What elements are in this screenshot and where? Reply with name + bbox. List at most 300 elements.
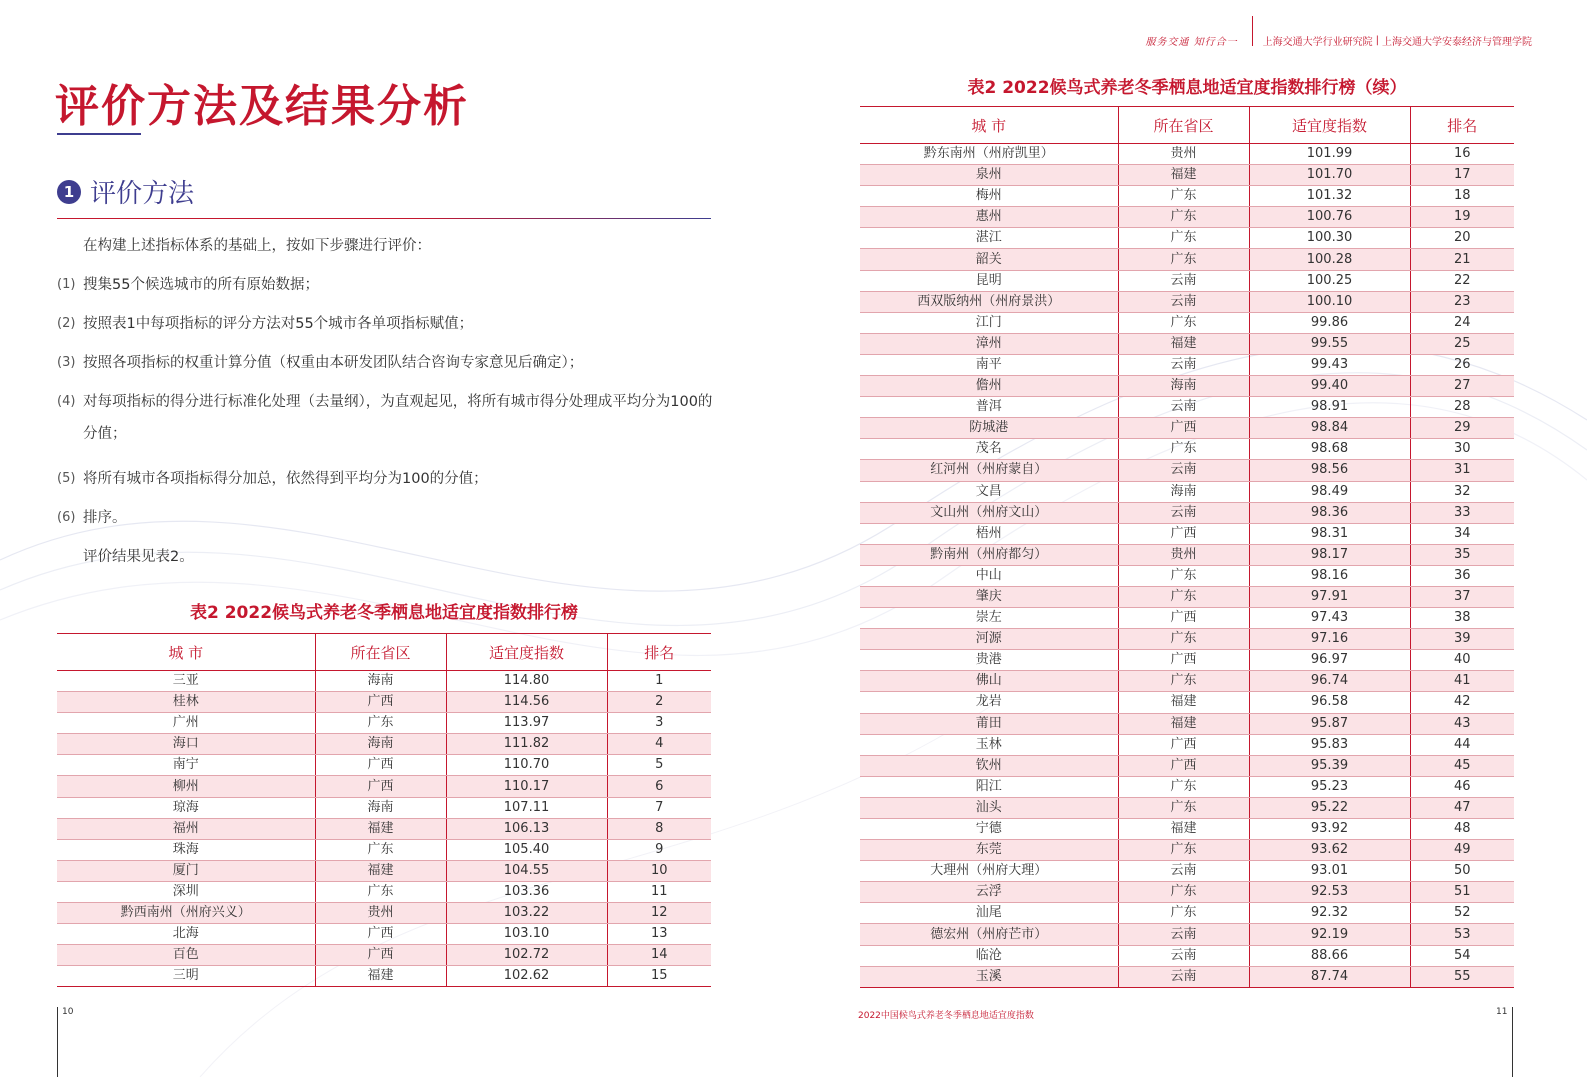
cell-rank: 29 [1410, 418, 1514, 439]
step-text: 按照表1中每项指标的评分方法对55个城市各单项指标赋值； [83, 316, 474, 332]
right-page [790, 0, 1587, 1077]
cell-city: 三亚 [57, 671, 315, 692]
cell-rank: 20 [1410, 228, 1514, 249]
cell-index: 99.86 [1249, 312, 1410, 333]
cell-province: 广东 [1118, 586, 1249, 607]
table-row [860, 629, 1514, 650]
cell-province: 云南 [1118, 397, 1249, 418]
cell-city: 柳州 [57, 776, 315, 797]
cell-city: 梅州 [860, 186, 1118, 207]
cell-index: 93.01 [1249, 861, 1410, 882]
table-row [860, 650, 1514, 671]
cell-city: 泉州 [860, 165, 1118, 186]
cell-province: 广东 [315, 839, 446, 860]
cell-rank: 41 [1410, 671, 1514, 692]
table-row [860, 376, 1514, 397]
cell-rank: 16 [1410, 144, 1514, 165]
cell-province: 福建 [315, 966, 446, 987]
cell-index: 104.55 [446, 860, 607, 881]
method-description [57, 236, 717, 567]
step-text: 按照各项指标的权重计算分值（权重由本研发团队结合咨询专家意见后确定）； [83, 355, 584, 371]
table-row [860, 882, 1514, 903]
header-province: 所在省区 [1118, 107, 1249, 144]
table-header-row [860, 107, 1514, 144]
step-item [57, 314, 717, 334]
cell-city: 漳州 [860, 333, 1118, 354]
cell-province: 海南 [315, 797, 446, 818]
table-row [57, 945, 711, 966]
table-row [57, 671, 711, 692]
table-row [860, 671, 1514, 692]
cell-province: 云南 [1118, 291, 1249, 312]
cell-city: 韶关 [860, 249, 1118, 270]
cell-rank: 4 [607, 734, 711, 755]
step-number: (1) [57, 277, 76, 292]
table-row [860, 397, 1514, 418]
cell-rank: 2 [607, 692, 711, 713]
cell-province: 贵州 [1118, 544, 1249, 565]
cell-province: 贵州 [315, 903, 446, 924]
table-row [57, 839, 711, 860]
cell-city: 惠州 [860, 207, 1118, 228]
cell-rank: 45 [1410, 755, 1514, 776]
cell-rank: 24 [1410, 312, 1514, 333]
cell-city: 黔东南州（州府凯里） [860, 144, 1118, 165]
table-row [860, 333, 1514, 354]
cell-province: 广西 [1118, 734, 1249, 755]
table-row [860, 692, 1514, 713]
cell-index: 96.97 [1249, 650, 1410, 671]
cell-index: 95.39 [1249, 755, 1410, 776]
cell-index: 98.68 [1249, 439, 1410, 460]
ranking-table-part1 [57, 633, 711, 987]
cell-city: 佛山 [860, 671, 1118, 692]
cell-province: 福建 [1118, 165, 1249, 186]
step-number: (4) [57, 394, 76, 409]
cell-rank: 44 [1410, 734, 1514, 755]
cell-city: 厦门 [57, 860, 315, 881]
cell-rank: 40 [1410, 650, 1514, 671]
cell-rank: 6 [607, 776, 711, 797]
cell-province: 云南 [1118, 460, 1249, 481]
cell-rank: 21 [1410, 249, 1514, 270]
cell-province: 广西 [315, 755, 446, 776]
footer-rule [57, 1007, 58, 1077]
cell-rank: 34 [1410, 523, 1514, 544]
header-rank: 排名 [607, 634, 711, 671]
cell-province: 广西 [1118, 608, 1249, 629]
cell-city: 茂名 [860, 439, 1118, 460]
step-item [57, 508, 717, 528]
table-row [860, 481, 1514, 502]
table-row [860, 291, 1514, 312]
cell-city: 江门 [860, 312, 1118, 333]
cell-province: 福建 [1118, 692, 1249, 713]
cell-index: 92.53 [1249, 882, 1410, 903]
cell-index: 97.91 [1249, 586, 1410, 607]
footer-report-title: 2022中国候鸟式养老冬季栖息地适宜度指数 [858, 1011, 1034, 1021]
table-row [860, 502, 1514, 523]
cell-city: 玉林 [860, 734, 1118, 755]
table-row [860, 186, 1514, 207]
table-row [57, 818, 711, 839]
cell-rank: 25 [1410, 333, 1514, 354]
header-city: 城 市 [860, 107, 1118, 144]
table-row [860, 586, 1514, 607]
table-row [860, 439, 1514, 460]
cell-province: 海南 [315, 671, 446, 692]
cell-province: 福建 [1118, 713, 1249, 734]
cell-index: 98.31 [1249, 523, 1410, 544]
cell-index: 95.83 [1249, 734, 1410, 755]
cell-index: 114.56 [446, 692, 607, 713]
table-body [57, 671, 711, 987]
header-index: 适宜度指数 [446, 634, 607, 671]
cell-province: 广东 [1118, 671, 1249, 692]
cell-rank: 1 [607, 671, 711, 692]
cell-index: 106.13 [446, 818, 607, 839]
cell-province: 广东 [1118, 903, 1249, 924]
cell-province: 广西 [315, 692, 446, 713]
cell-index: 98.84 [1249, 418, 1410, 439]
cell-rank: 37 [1410, 586, 1514, 607]
cell-city: 昆明 [860, 270, 1118, 291]
header-separator: | [1375, 34, 1379, 46]
cell-rank: 27 [1410, 376, 1514, 397]
cell-rank: 17 [1410, 165, 1514, 186]
cell-rank: 46 [1410, 776, 1514, 797]
cell-city: 德宏州（州府芒市） [860, 924, 1118, 945]
table-row [860, 354, 1514, 375]
cell-index: 99.55 [1249, 333, 1410, 354]
cell-city: 云浮 [860, 882, 1118, 903]
cell-province: 广东 [1118, 565, 1249, 586]
table-row [860, 924, 1514, 945]
page-number: 11 [1496, 1007, 1508, 1017]
cell-city: 文昌 [860, 481, 1118, 502]
cell-rank: 42 [1410, 692, 1514, 713]
cell-city: 钦州 [860, 755, 1118, 776]
cell-rank: 36 [1410, 565, 1514, 586]
cell-index: 105.40 [446, 839, 607, 860]
cell-rank: 54 [1410, 945, 1514, 966]
table-row [57, 903, 711, 924]
cell-city: 汕尾 [860, 903, 1118, 924]
cell-city: 崇左 [860, 608, 1118, 629]
cell-index: 102.72 [446, 945, 607, 966]
header-rank: 排名 [1410, 107, 1514, 144]
step-item [57, 275, 717, 295]
table-row [860, 523, 1514, 544]
cell-city: 贵港 [860, 650, 1118, 671]
cell-province: 广西 [1118, 418, 1249, 439]
cell-city: 东莞 [860, 840, 1118, 861]
table-row [57, 881, 711, 902]
cell-rank: 50 [1410, 861, 1514, 882]
cell-city: 黔西南州（州府兴义） [57, 903, 315, 924]
cell-index: 100.28 [1249, 249, 1410, 270]
cell-city: 龙岩 [860, 692, 1118, 713]
cell-city: 大理州（州府大理） [860, 861, 1118, 882]
table-row [57, 966, 711, 987]
table-row [860, 418, 1514, 439]
cell-rank: 55 [1410, 966, 1514, 987]
cell-city: 福州 [57, 818, 315, 839]
cell-index: 95.23 [1249, 776, 1410, 797]
cell-city: 儋州 [860, 376, 1118, 397]
cell-rank: 3 [607, 713, 711, 734]
cell-rank: 9 [607, 839, 711, 860]
cell-city: 肇庆 [860, 586, 1118, 607]
table-row [860, 840, 1514, 861]
cell-rank: 10 [607, 860, 711, 881]
cell-city: 西双版纳州（州府景洪） [860, 291, 1118, 312]
cell-province: 云南 [1118, 502, 1249, 523]
table-row [57, 734, 711, 755]
cell-index: 100.30 [1249, 228, 1410, 249]
cell-rank: 14 [607, 945, 711, 966]
section-divider [57, 218, 711, 219]
cell-index: 96.58 [1249, 692, 1410, 713]
table-row [57, 776, 711, 797]
cell-index: 87.74 [1249, 966, 1410, 987]
table-row [860, 460, 1514, 481]
cell-index: 102.62 [446, 966, 607, 987]
cell-index: 107.11 [446, 797, 607, 818]
cell-index: 100.10 [1249, 291, 1410, 312]
table-row [57, 797, 711, 818]
left-page [0, 0, 790, 1077]
ranking-table-part2 [860, 106, 1514, 988]
table-row [57, 755, 711, 776]
cell-index: 95.87 [1249, 713, 1410, 734]
cell-rank: 47 [1410, 797, 1514, 818]
cell-province: 广西 [315, 924, 446, 945]
cell-rank: 32 [1410, 481, 1514, 502]
page-number: 10 [62, 1007, 74, 1017]
cell-rank: 7 [607, 797, 711, 818]
cell-province: 福建 [315, 818, 446, 839]
table-row [57, 692, 711, 713]
cell-city: 普洱 [860, 397, 1118, 418]
cell-index: 113.97 [446, 713, 607, 734]
cell-city: 黔南州（州府都匀） [860, 544, 1118, 565]
cell-province: 广东 [1118, 312, 1249, 333]
cell-rank: 33 [1410, 502, 1514, 523]
table-row [860, 713, 1514, 734]
cell-index: 98.49 [1249, 481, 1410, 502]
cell-city: 莆田 [860, 713, 1118, 734]
cell-index: 101.99 [1249, 144, 1410, 165]
cell-province: 广西 [1118, 755, 1249, 776]
table-row [860, 945, 1514, 966]
cell-rank: 22 [1410, 270, 1514, 291]
cell-city: 琼海 [57, 797, 315, 818]
step-text: 排序。 [83, 510, 127, 526]
table-row [57, 924, 711, 945]
cell-index: 99.43 [1249, 354, 1410, 375]
cell-city: 桂林 [57, 692, 315, 713]
cell-index: 99.40 [1249, 376, 1410, 397]
page-title: 评价方法及结果分析 [55, 81, 469, 132]
cell-province: 福建 [1118, 333, 1249, 354]
cell-rank: 39 [1410, 629, 1514, 650]
cell-rank: 51 [1410, 882, 1514, 903]
header-city: 城 市 [57, 634, 315, 671]
cell-province: 广东 [1118, 207, 1249, 228]
cell-index: 110.70 [446, 755, 607, 776]
footer-rule [1512, 1007, 1513, 1077]
cell-city: 湛江 [860, 228, 1118, 249]
cell-rank: 11 [607, 881, 711, 902]
step-number: (6) [57, 510, 76, 525]
table-row [57, 860, 711, 881]
cell-index: 111.82 [446, 734, 607, 755]
header-institute: 上海交通大学行业研究院 [1262, 36, 1373, 48]
cell-city: 南平 [860, 354, 1118, 375]
step-text: 搜集55个候选城市的所有原始数据； [83, 277, 319, 293]
cell-rank: 48 [1410, 819, 1514, 840]
cell-city: 玉溪 [860, 966, 1118, 987]
cell-province: 广东 [1118, 776, 1249, 797]
cell-city: 三明 [57, 966, 315, 987]
section-number-badge: 1 [57, 180, 81, 204]
cell-rank: 8 [607, 818, 711, 839]
cell-province: 云南 [1118, 966, 1249, 987]
cell-province: 云南 [1118, 861, 1249, 882]
table-row [860, 565, 1514, 586]
section-heading [57, 173, 194, 210]
cell-province: 云南 [1118, 945, 1249, 966]
cell-city: 阳江 [860, 776, 1118, 797]
cell-rank: 53 [1410, 924, 1514, 945]
cell-province: 海南 [1118, 481, 1249, 502]
cell-province: 广东 [1118, 629, 1249, 650]
cell-rank: 52 [1410, 903, 1514, 924]
cell-index: 103.22 [446, 903, 607, 924]
cell-city: 文山州（州府文山） [860, 502, 1118, 523]
cell-index: 98.91 [1249, 397, 1410, 418]
cell-index: 110.17 [446, 776, 607, 797]
page-header [1145, 30, 1532, 50]
table-row [860, 144, 1514, 165]
table-row [860, 249, 1514, 270]
header-province: 所在省区 [315, 634, 446, 671]
step-number: (3) [57, 355, 76, 370]
cell-rank: 5 [607, 755, 711, 776]
cell-city: 红河州（州府蒙自） [860, 460, 1118, 481]
cell-index: 103.10 [446, 924, 607, 945]
table-row [860, 861, 1514, 882]
cell-city: 防城港 [860, 418, 1118, 439]
cell-city: 广州 [57, 713, 315, 734]
step-text: 将所有城市各项指标得分加总，依然得到平均分为100的分值； [83, 471, 488, 487]
cell-rank: 26 [1410, 354, 1514, 375]
cell-index: 88.66 [1249, 945, 1410, 966]
cell-city: 南宁 [57, 755, 315, 776]
cell-rank: 28 [1410, 397, 1514, 418]
cell-province: 云南 [1118, 354, 1249, 375]
cell-index: 92.32 [1249, 903, 1410, 924]
cell-province: 广东 [1118, 228, 1249, 249]
cell-index: 92.19 [1249, 924, 1410, 945]
header-divider [1252, 16, 1253, 46]
cell-city: 中山 [860, 565, 1118, 586]
section-title: 评价方法 [90, 179, 195, 209]
cell-province: 广东 [1118, 186, 1249, 207]
cell-city: 汕头 [860, 797, 1118, 818]
cell-province: 广东 [315, 713, 446, 734]
cell-province: 云南 [1118, 270, 1249, 291]
table-caption-continued: 表2 2022候鸟式养老冬季栖息地适宜度指数排行榜（续） [967, 78, 1407, 98]
header-school: 上海交通大学安泰经济与管理学院 [1382, 36, 1532, 48]
intro-paragraph: 在构建上述指标体系的基础上，按如下步骤进行评价： [83, 238, 431, 254]
cell-rank: 15 [607, 966, 711, 987]
table-row [860, 270, 1514, 291]
cell-province: 海南 [315, 734, 446, 755]
cell-province: 福建 [1118, 819, 1249, 840]
cell-rank: 31 [1410, 460, 1514, 481]
cell-index: 103.36 [446, 881, 607, 902]
cell-index: 101.32 [1249, 186, 1410, 207]
cell-index: 114.80 [446, 671, 607, 692]
cell-province: 贵州 [1118, 144, 1249, 165]
table-row [860, 797, 1514, 818]
cell-index: 93.92 [1249, 819, 1410, 840]
cell-province: 广东 [315, 881, 446, 902]
table-row [860, 228, 1514, 249]
table-row [860, 755, 1514, 776]
cell-index: 98.36 [1249, 502, 1410, 523]
table-row [860, 165, 1514, 186]
cell-province: 广西 [315, 776, 446, 797]
cell-city: 珠海 [57, 839, 315, 860]
cell-province: 广东 [1118, 840, 1249, 861]
cell-city: 宁德 [860, 819, 1118, 840]
table-row [57, 713, 711, 734]
cell-province: 广东 [1118, 439, 1249, 460]
cell-index: 96.74 [1249, 671, 1410, 692]
cell-province: 广西 [315, 945, 446, 966]
cell-city: 深圳 [57, 881, 315, 902]
step-item [57, 392, 717, 450]
conclusion-paragraph: 评价结果见表2。 [83, 549, 194, 565]
cell-rank: 49 [1410, 840, 1514, 861]
table-caption: 表2 2022候鸟式养老冬季栖息地适宜度指数排行榜 [189, 603, 579, 623]
cell-province: 广东 [1118, 249, 1249, 270]
cell-index: 100.25 [1249, 270, 1410, 291]
cell-index: 100.76 [1249, 207, 1410, 228]
cell-rank: 30 [1410, 439, 1514, 460]
cell-index: 95.22 [1249, 797, 1410, 818]
cell-rank: 23 [1410, 291, 1514, 312]
cell-rank: 19 [1410, 207, 1514, 228]
step-text: 对每项指标的得分进行标准化处理（去量纲），为直观起见，将所有城市得分处理成平均分为100的分值； [83, 394, 713, 442]
table-row [860, 776, 1514, 797]
cell-index: 98.56 [1249, 460, 1410, 481]
table-body [860, 144, 1514, 988]
cell-province: 广东 [1118, 882, 1249, 903]
step-item [57, 469, 717, 489]
cell-city: 海口 [57, 734, 315, 755]
table-row [860, 207, 1514, 228]
cell-province: 广西 [1118, 650, 1249, 671]
cell-city: 百色 [57, 945, 315, 966]
cell-city: 北海 [57, 924, 315, 945]
step-number: (2) [57, 316, 76, 331]
cell-index: 98.16 [1249, 565, 1410, 586]
cell-index: 101.70 [1249, 165, 1410, 186]
